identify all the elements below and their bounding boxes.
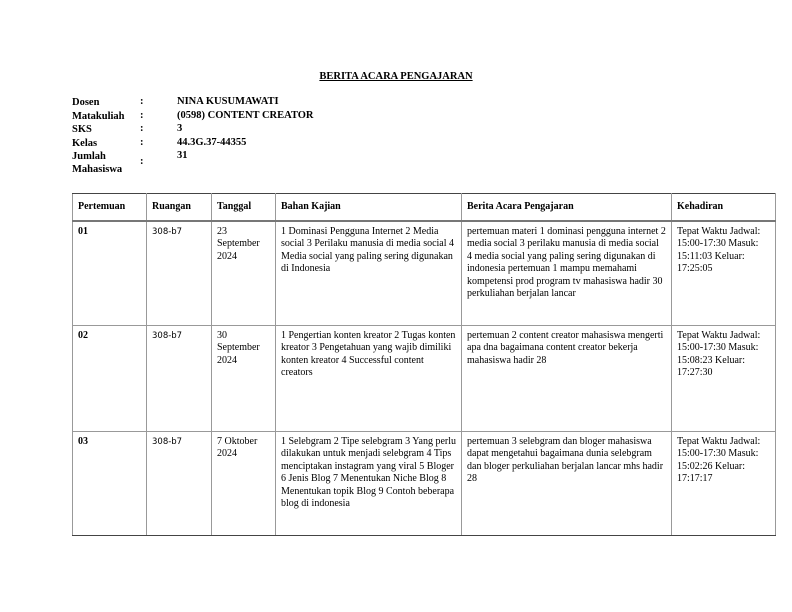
- info-value: 31: [177, 150, 188, 161]
- teaching-log-table: [72, 193, 776, 536]
- header-berita-acara: Berita Acara Pengajaran: [462, 194, 672, 222]
- cell-ruangan: 308-b7: [147, 221, 212, 326]
- cell-tanggal: 30 September 2024: [212, 326, 276, 432]
- info-label: Dosen: [72, 97, 100, 108]
- info-colon: :: [140, 136, 144, 148]
- cell-tanggal: 7 Oktober 2024: [212, 432, 276, 536]
- cell-bahan-kajian: 1 Selebgram 2 Tipe selebgram 3 Yang perlu dilakukan untuk menjadi selebgram 4 Tips menciptakan instagram yang viral 5 Bloger 6 Jenis Blog 7 Menentukan Niche Blog 8 Menentukan topik Blog 9 Contoh beberapa blog di indonesia: [276, 432, 462, 536]
- table-row: [73, 432, 776, 536]
- cell-pertemuan: 03: [73, 432, 147, 536]
- header-kehadiran: Kehadiran: [672, 194, 776, 222]
- info-value: (0598) CONTENT CREATOR: [177, 109, 314, 121]
- info-value: 44.3G.37-44355: [177, 136, 247, 148]
- header-pertemuan: Pertemuan: [73, 194, 147, 222]
- header-tanggal: Tanggal: [212, 194, 276, 222]
- cell-berita-acara: pertemuan 2 content creator mahasiswa mengerti apa dna bagaimana content creator bekerja mahasiswa hadir 28: [462, 326, 672, 432]
- info-label: SKS: [72, 124, 92, 135]
- document-title: BERITA ACARA PENGAJARAN: [319, 71, 473, 82]
- info-label: Matakuliah: [72, 110, 125, 122]
- info-colon: :: [140, 109, 144, 121]
- info-value: NINA KUSUMAWATI: [177, 96, 279, 107]
- header-ruangan: Ruangan: [147, 194, 212, 222]
- cell-tanggal: 23 September 2024: [212, 221, 276, 326]
- cell-kehadiran: Tepat Waktu Jadwal: 15:00-17:30 Masuk: 15:11:03 Keluar: 17:25:05: [672, 221, 776, 326]
- info-label: Jumlah Mahasiswa: [72, 151, 123, 175]
- info-colon: :: [140, 96, 144, 107]
- cell-kehadiran: Tepat Waktu Jadwal: 15:00-17:30 Masuk: 15:02:26 Keluar: 17:17:17: [672, 432, 776, 536]
- table-row: [73, 326, 776, 432]
- cell-bahan-kajian: 1 Pengertian konten kreator 2 Tugas konten kreator 3 Pengetahuan yang wajib dimiliki konten kreator 4 Successful content creators: [276, 326, 462, 432]
- cell-ruangan: 308-b7: [147, 432, 212, 536]
- info-colon: :: [140, 156, 144, 167]
- cell-ruangan: 308-b7: [147, 326, 212, 432]
- header-bahan-kajian: Bahan Kajian: [276, 194, 462, 222]
- info-colon: :: [140, 123, 144, 134]
- cell-pertemuan: 02: [73, 326, 147, 432]
- table-row: [73, 221, 776, 326]
- cell-kehadiran: Tepat Waktu Jadwal: 15:00-17:30 Masuk: 15:08:23 Keluar: 17:27:30: [672, 326, 776, 432]
- info-label: Kelas: [72, 137, 98, 149]
- table-header-row: [73, 194, 776, 222]
- cell-bahan-kajian: 1 Dominasi Pengguna Internet 2 Media social 3 Perilaku manusia di media social 4 Media social yang paling sering digunakan di Indonesia: [276, 221, 462, 326]
- cell-pertemuan: 01: [73, 221, 147, 326]
- cell-berita-acara: pertemuan 3 selebgram dan bloger mahasiswa dapat mengetahui bagaimana dunia selebgram dan bloger perkuliahan berjalan lancar mhs hadir 28: [462, 432, 672, 536]
- info-value: 3: [177, 123, 183, 134]
- cell-berita-acara: pertemuan materi 1 dominasi pengguna internet 2 media social 3 perilaku manusia di media social 4 media social yang paling sering digunakan di indonesia pertemuan 1 mampu memahami kompetensi prod program tv mahasiswa hadir 30 perkuliahan berjalan lancar: [462, 221, 672, 326]
